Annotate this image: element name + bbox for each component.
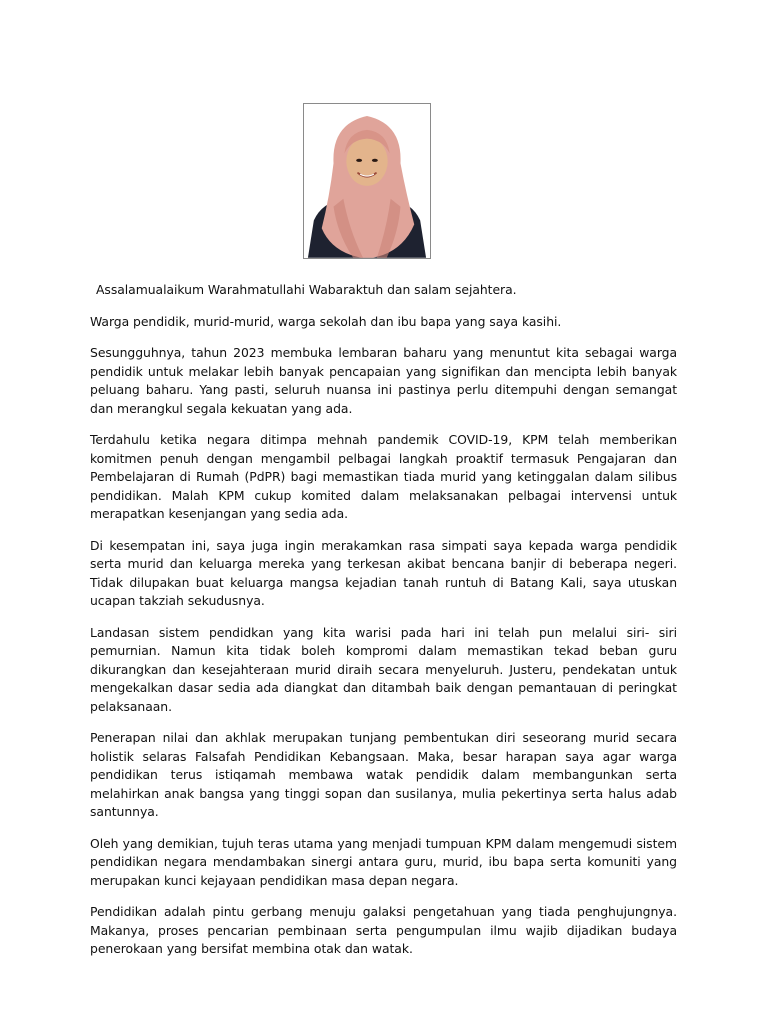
portrait-photo: [303, 103, 431, 259]
body-paragraph: Di kesempatan ini, saya juga ingin merakamkan rasa simpati saya kepada warga pendidik serta murid dan keluarga mereka yang terkesan akibat bencana banjir di beberapa negeri. Tidak dilupakan buat keluarga mangsa kejadian tanah runtuh di Batang Kali, saya utuskan ucapan takziah sekudusnya.: [90, 537, 677, 608]
body-paragraph: Terdahulu ketika negara ditimpa mehnah pandemik COVID-19, KPM telah memberikan komitmen penuh dengan mengambil pelbagai langkah proaktif termasuk Pengajaran dan Pembelajaran di Rumah (PdPR) bagi memastikan tiada murid yang ketinggalan dalam silibus pendidikan. Malah KPM cukup komited dalam melaksanakan pelbagai intervensi untuk merapatkan kesenjangan yang sedia ada.: [90, 432, 677, 521]
body-paragraph: Oleh yang demikian, tujuh teras utama yang menjadi tumpuan KPM dalam mengemudi sistem pendidikan negara mendambakan sinergi antara guru, murid, ibu bapa serta komuniti yang merupakan kunci kejayaan pendidikan masa depan negara.: [90, 835, 677, 888]
body-paragraph: Sesungguhnya, tahun 2023 membuka lembaran baharu yang menuntut kita sebagai warga pendidik untuk melakar lebih banyak pencapaian yang signifikan dan mencipta lebih banyak peluang baharu. Yang pasti, seluruh nuansa ini pastinya perlu ditempuhi dengan semangat dan merangkul segala kekuatan yang ada.: [90, 345, 677, 416]
body-paragraph: Pendidikan adalah pintu gerbang menuju galaksi pengetahuan yang tiada penghujungnya. Makanya, proses pencarian pembinaan serta pengumpulan ilmu wajib dijadikan budaya penerokaan yang bersifat membina otak dan watak.: [90, 904, 677, 956]
body-paragraph: Penerapan nilai dan akhlak merupakan tunjang pembentukan diri seseorang murid secara holistik selaras Falsafah Pendidikan Kebangsaan. Maka, besar harapan saya agar warga pendidikan terus istiqamah membawa watak pendidik dalam membangunkan serta melahirkan anak bangsa yang tinggi sopan dan susilanya, mulia pekertinya serta halus adab santunnya.: [90, 730, 677, 819]
portrait-photo-icon: [304, 104, 430, 258]
greeting-line: Assalamualaikum Warahmatullahi Wabaraktuh dan salam sejahtera.: [96, 282, 517, 297]
letter-body: [90, 281, 677, 972]
body-paragraph: Landasan sistem pendidkan yang kita warisi pada hari ini telah pun melalui siri- siri pemurnian. Namun kita tidak boleh kompromi dalam memastikan tekad beban guru dikurangkan dan kesejahteraan murid diraih secara menyeluruh. Justeru, pendekatan untuk mengekalkan dasar sedia ada diangkat dan ditambah baik dengan pemantauan di peringkat pelaksanaan.: [90, 624, 677, 714]
salutation-line: Warga pendidik, murid-murid, warga sekolah dan ibu bapa yang saya kasihi.: [90, 313, 562, 329]
